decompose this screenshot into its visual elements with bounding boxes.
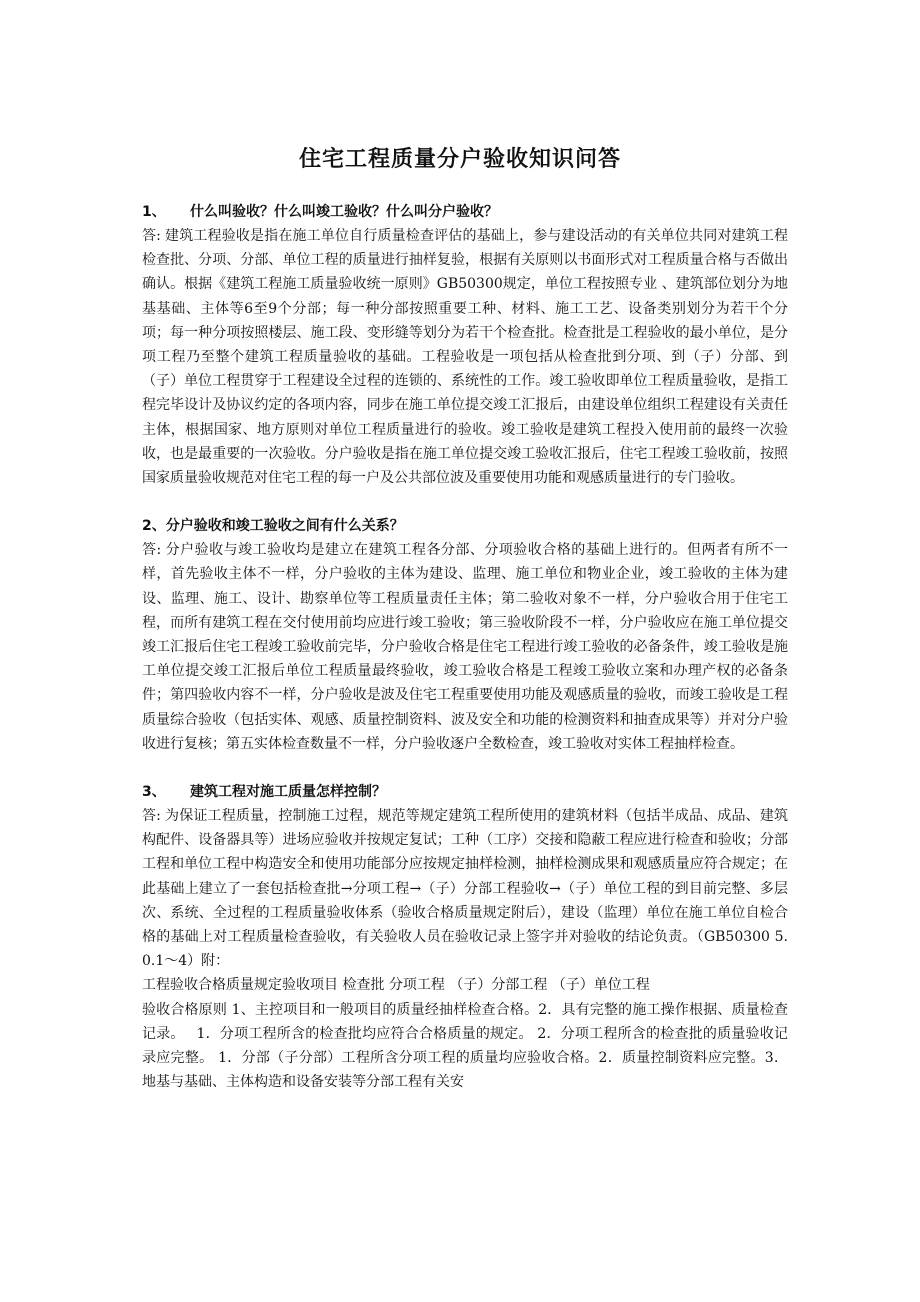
question-number: 2、: [142, 518, 166, 535]
acceptance-table-header: 工程验收合格质量规定验收项目 检查批 分项工程 （子）分部工程 （子）单位工程: [142, 977, 650, 994]
answer-paragraph: [142, 224, 788, 490]
answer-prefix: 答:: [142, 228, 161, 244]
document-body: [142, 200, 788, 1119]
question-text: 建筑工程对施工质量怎样控制？: [190, 784, 386, 801]
document-title: 住宅工程质量分户验收知识问答: [298, 147, 621, 172]
question-heading: [142, 514, 788, 538]
question-heading: [142, 200, 788, 224]
question-text: 什么叫验收？什么叫竣工验收？什么叫分户验收？: [190, 204, 498, 220]
qa-section-3: [142, 780, 788, 1094]
answer-text: 建筑工程验收是指在施工单位自行质量检查评估的基础上，参与建设活动的有关单位共同对建筑工程检查批、分项、分部、单位工程的质量进行抽样复验，根据有关原则以书面形式对工程质量合格与否做出确认。根据《建筑工程施工质量验收统一原则》GB50300规定，单位工程按照专业 、建筑部位划分为地基基础、主体等6至9个分部；每一种分部按照重要工种、材料、施工工艺、设备类别划分为若干个分项；每一种分项按照楼层、施工段、变形缝等划分为若干个检查批。检查批是工程验收的最小单位，是分项工程乃至整个建筑工程质量验收的基础。工程验收是一项包括从检查批到分项、到（子）分部、到（子）单位工程贯穿于工程建设全过程的连锁的、系统性的工作。竣工验收即单位工程质量验收，是指工程完毕设计及协议约定的各项内容，同步在施工单位提交竣工汇报后，由建设单位组织工程建设有关责任主体，根据国家、地方原则对单位工程质量进行的验收。竣工验收是建筑工程投入使用前的最终一次验收，也是最重要的一次验收。分户验收是指在施工单位提交竣工验收汇报后，住宅工程竣工验收前，按照国家质量验收规范对住宅工程的每一户及公共部位波及重要使用功能和观感质量进行的专门验收。: [142, 228, 789, 487]
answer-prefix: 答:: [142, 808, 161, 825]
answer-text: 分户验收与竣工验收均是建立在建筑工程各分部、分项验收合格的基础上进行的。但两者有所不一样，首先验收主体不一样，分户验收的主体为建设、监理、施工单位和物业企业，竣工验收的主体为建设、监理、施工、设计、勘察单位等工程质量责任主体；第二验收对象不一样，分户验收合用于住宅工程，而所有建筑工程在交付使用前均应进行竣工验收；第三验收阶段不一样，分户验收应在施工单位提交竣工汇报后住宅工程竣工验收前完毕，分户验收合格是住宅工程进行竣工验收的必备条件，竣工验收是施工单位提交竣工汇报后单位工程质量最终验收，竣工验收合格是工程竣工验收立案和办理产权的必备条件；第四验收内容不一样，分户验收是波及住宅工程重要使用功能及观感质量的验收，而竣工验收是工程质量综合验收（包括实体、观感、质量控制资料、波及安全和功能的检测资料和抽查成果等）并对分户验收进行复核；第五实体检查数量不一样，分户验收逐户全数检查，竣工验收对实体工程抽样检查。: [142, 542, 788, 752]
answer-prefix: 答:: [142, 542, 162, 559]
question-number: 3、: [142, 784, 166, 801]
answer-paragraph: [142, 538, 788, 756]
question-heading: [142, 780, 788, 804]
qa-section-2: [142, 514, 788, 756]
question-text: 分户验收和竣工验收之间有什么关系？: [165, 518, 404, 535]
acceptance-criteria-text: 验收合格原则 1、主控项目和一般项目的质量经抽样检查合格。2．具有完整的施工操作根据、质量检查记录。 1．分项工程所含的检查批均应符合合格质量的规定。 2．分项工程所含的检查批的质量验收记录应完整。 1．分部（子分部）工程所含分项工程的质量均应验收合格。2．质量控制资料应完整。3．地基与基础、主体构造和设备安装等分部工程有关安: [142, 1001, 788, 1091]
answer-text: 为保证工程质量，控制施工过程，规范等规定建筑工程所使用的建筑材料（包括半成品、成品、建筑构配件、设备器具等）进场应验收并按规定复试；工种（工序）交接和隐蔽工程应进行检查和验收；分部工程和单位工程中构造安全和使用功能部分应按规定抽样检测，抽样检测成果和观感质量应符合规定；在此基础上建立了一套包括检查批→分项工程→（子）分部工程验收→（子）单位工程的到目前完整、多层次、系统、全过程的工程质量验收体系（验收合格质量规定附后），建设（监理）单位在施工单位自检合格的基础上对工程质量检查验收，有关验收人员在验收记录上签字并对验收的结论负责。（GB50300 5.0.1～4）附：: [142, 808, 789, 970]
qa-section-1: [142, 200, 788, 490]
answer-paragraph: [142, 804, 788, 1094]
question-number: 1、: [142, 204, 166, 220]
